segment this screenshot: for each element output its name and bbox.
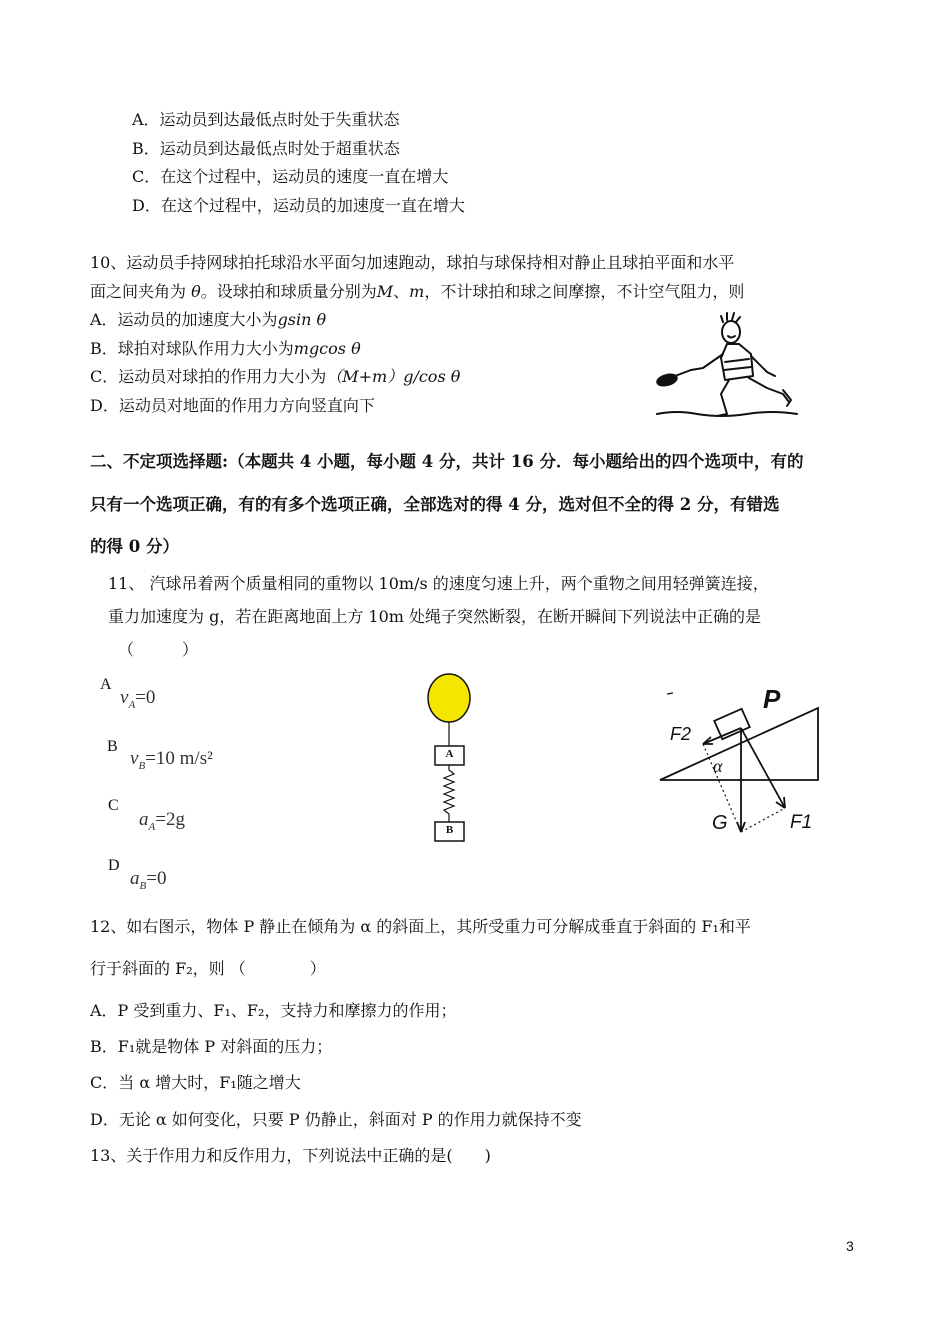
section2-line3: 的得 0 分） <box>90 537 179 556</box>
q11-option-d-letter: D <box>108 857 120 874</box>
q9-option-b: B．运动员到达最低点时处于超重状态 <box>132 139 400 158</box>
q9-option-d: D．在这个过程中，运动员的加速度一直在增大 <box>132 196 465 215</box>
q11-option-a-math: $v_A=0$ <box>120 687 156 711</box>
q12-stem-line1: 12、如右图示，物体 P 静止在倾角为 α 的斜面上，其所受重力可分解成垂直于斜面的 F₁和平 <box>90 917 751 936</box>
q12-option-c: C．当 α 增大时，F₁随之增大 <box>90 1073 301 1092</box>
label-g: G <box>712 812 728 834</box>
q10-option-b: B．球拍对球队作用力大小为mgcos θ <box>90 339 361 358</box>
q9-option-c: C．在这个过程中，运动员的速度一直在增大 <box>132 167 449 186</box>
q11-option-a-letter: A <box>100 676 112 693</box>
label-f1: F1 <box>790 812 813 833</box>
label-alpha: α <box>713 756 723 776</box>
label-p: P <box>763 684 781 714</box>
runner-illustration <box>655 310 800 420</box>
q12-option-d: D．无论 α 如何变化，只要 P 仍静止，斜面对 P 的作用力就保持不变 <box>90 1110 582 1129</box>
balloon <box>428 674 470 722</box>
spring <box>444 765 454 822</box>
section2-line2: 只有一个选项正确，有的有多个选项正确，全部选对的得 4 分，选对但不全的得 2 分，有错选 <box>90 495 780 514</box>
q11-option-c-letter: C <box>108 797 119 814</box>
q12-stem-line2: 行于斜面的 F₂，则 （ ） <box>90 959 326 978</box>
q10-option-a: A．运动员的加速度大小为gsin θ <box>90 310 327 329</box>
q10-stem-line2: 面之间夹角为 θ。设球拍和球质量分别为M、m，不计球拍和球之间摩擦，不计空气阻力，则 <box>90 282 745 301</box>
q11-answer-blank: （ ） <box>118 640 199 659</box>
q11-stem-line1: 11、 汽球吊着两个质量相同的重物以 10m/s 的速度匀速上升，两个重物之间用轻弹簧连接， <box>108 574 769 593</box>
q11-option-b-math: $v_B=10$ m/s² <box>130 748 213 772</box>
q11-stem-line2: 重力加速度为 g，若在距离地面上方 10m 处绳子突然断裂，在断开瞬间下列说法中正确的是 <box>108 607 762 626</box>
q13-stem: 13、关于作用力和反作用力，下列说法中正确的是( ) <box>90 1146 491 1165</box>
f1-arrow <box>741 728 785 808</box>
label-f2: F2 <box>670 724 692 744</box>
q10-stem-line1: 10、运动员手持网球拍托球沿水平面匀加速跑动，球拍与球保持相对静止且球拍平面和水平 <box>90 253 735 272</box>
weight-a-label: A <box>445 748 454 760</box>
q10-option-d: D．运动员对地面的作用力方向竖直向下 <box>90 396 375 415</box>
q9-option-a: A．运动员到达最低点时处于失重状态 <box>132 110 400 129</box>
page-number: 3 <box>846 1238 854 1254</box>
q11-option-b-letter: B <box>107 738 118 755</box>
weight-b-label: B <box>445 824 454 836</box>
section2-line1: 二、不定项选择题:（本题共 4 小题，每小题 4 分，共计 16 分．每小题给出的四个选项中，有的 <box>90 452 804 471</box>
q11-option-d-math: $a_B=0$ <box>130 868 167 892</box>
q12-option-b: B．F₁就是物体 P 对斜面的压力； <box>90 1037 333 1056</box>
q11-option-c-math: $a_A=2g$ <box>139 809 185 833</box>
q10-option-c: C．运动员对球拍的作用力大小为（M+m）g/cos θ <box>90 367 461 386</box>
q12-option-a: A．P 受到重力、F₁、F₂，支持力和摩擦力的作用； <box>90 1001 457 1020</box>
